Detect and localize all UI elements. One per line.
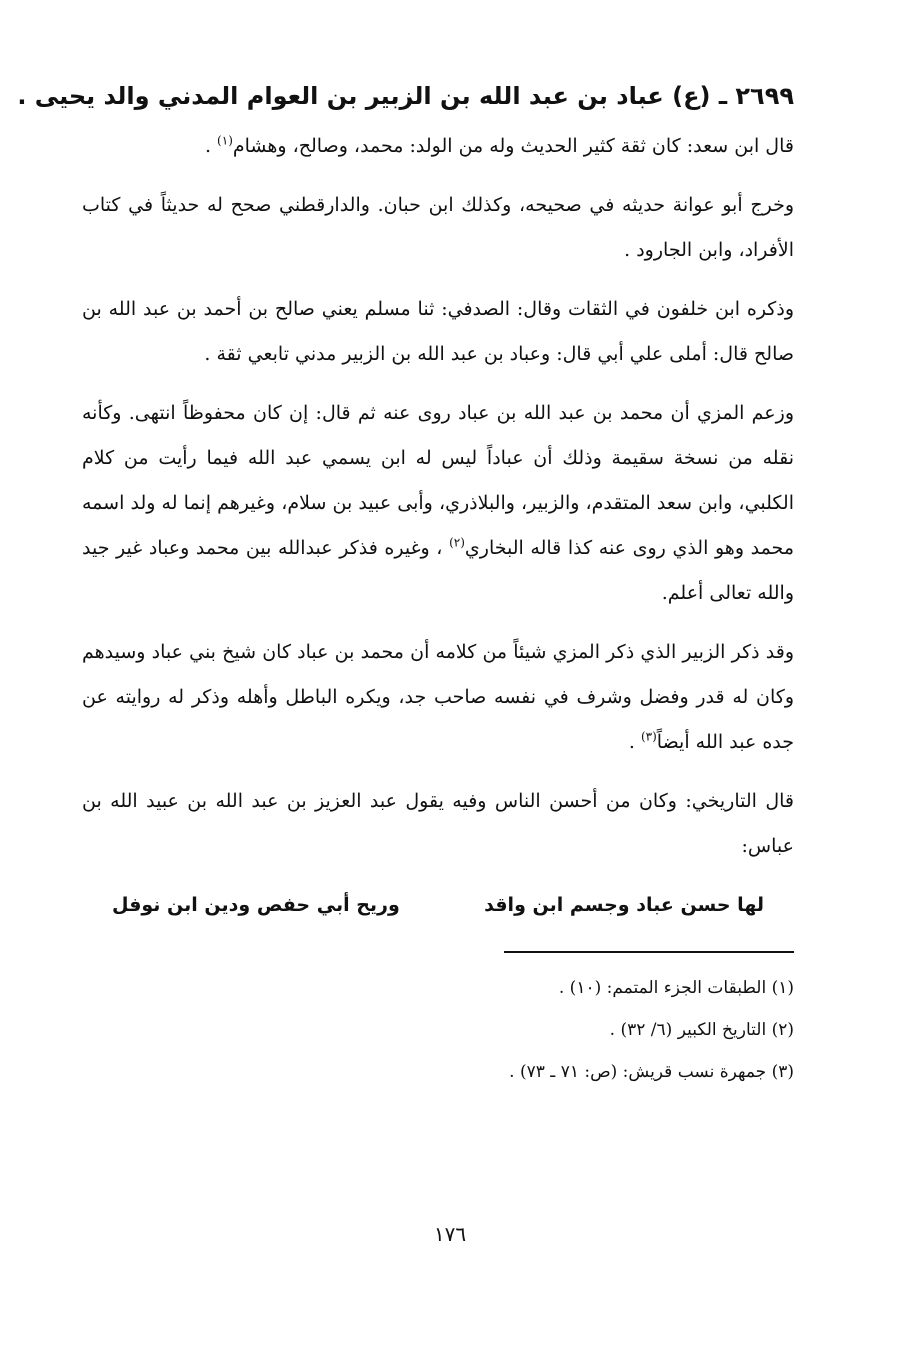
footnote-ref-3: (٣) bbox=[640, 729, 657, 744]
paragraph-al-mizzi bbox=[82, 391, 794, 616]
page-number: ١٧٦ bbox=[433, 1222, 467, 1246]
footnote-ref-2: (٢) bbox=[449, 535, 465, 550]
paragraph-text: قال التاريخي: وكان من أحسن الناس وفيه يقول عبد العزيز بن عبد الله بن عبيد الله بن عباس: bbox=[82, 790, 794, 857]
paragraph-text: قال ابن سعد: كان ثقة كثير الحديث وله من الولد: محمد، وصالح، وهشام bbox=[232, 135, 794, 157]
paragraph-al-zubayr bbox=[82, 630, 794, 765]
footnote-1: (١) الطبقات الجزء المتمم: (١٠) . bbox=[558, 978, 794, 998]
footnote-separator bbox=[504, 951, 794, 953]
paragraph-text: وخرج أبو عوانة حديثه في صحيحه، وكذلك ابن حبان. والدارقطني صحح له حديثاً في كتاب الأفراد، وابن الجارود . bbox=[82, 194, 794, 261]
paragraph-al-tarikhi bbox=[82, 779, 794, 869]
footnote-3: (٣) جمهرة نسب قريش: (ص: ٧١ ـ ٧٣) . bbox=[509, 1062, 794, 1082]
footnote-ref-1: (١) bbox=[217, 133, 233, 148]
paragraph-abu-awana bbox=[82, 183, 794, 273]
poetry-verse bbox=[112, 883, 764, 927]
paragraph-text: وذكره ابن خلفون في الثقات وقال: الصدفي: ثنا مسلم يعني صالح بن أحمد بن عبد الله بن صالح قال: أملى علي أبي قال: وعباد بن عبد الله بن الزبير مدني تابعي ثقة . bbox=[82, 298, 794, 365]
paragraph-tail: . bbox=[628, 731, 641, 753]
book-page bbox=[17, 68, 795, 1093]
paragraph-tail: ، وغيره فذكر عبدالله بين محمد وعباد غير جيد والله تعالى أعلم. bbox=[82, 537, 794, 604]
paragraph-text: وقد ذكر الزبير الذي ذكر المزي شيئاً من كلامه أن محمد بن عباد كان شيخ بني عباد وسيدهم وكان له قدر وفضل وشرف في نفسه صاحب جد، ويكره الباطل وأهله وذكر له روايته عن جده عبد الله أيضاً bbox=[82, 641, 794, 753]
verse-second-hemistich: وريح أبي حفص ودين ابن نوفل bbox=[112, 894, 400, 916]
footnote-2: (٢) التاريخ الكبير (٦/ ٣٢) . bbox=[609, 1020, 794, 1040]
paragraph-ibn-khalfun bbox=[82, 287, 794, 377]
paragraph-ibn-saad bbox=[82, 124, 794, 169]
verse-first-hemistich: لها حسن عباد وجسم ابن واقد bbox=[484, 894, 764, 916]
entry-title: ٢٦٩٩ ـ (ع) عباد بن عبد الله بن الزبير بن العوام المدني والد يحيى . bbox=[17, 82, 794, 110]
footnotes bbox=[82, 967, 794, 1093]
paragraph-tail: . bbox=[204, 135, 218, 157]
paragraph-text: وزعم المزي أن محمد بن عبد الله بن عباد روى عنه ثم قال: إن كان محفوظاً انتهى. وكأنه نقله من نسخة سقيمة وذلك أن عباداً ليس له ابن يسمي عبد الله فيما رأيت من كلام الكلبي، وابن سعد المتقدم، والزبير، والبلاذري، وأبى عبيد بن سلام، وغيرهم إنما له ولد اسمه محمد وهو الذي روى عنه كذا قاله البخاري bbox=[82, 402, 795, 559]
